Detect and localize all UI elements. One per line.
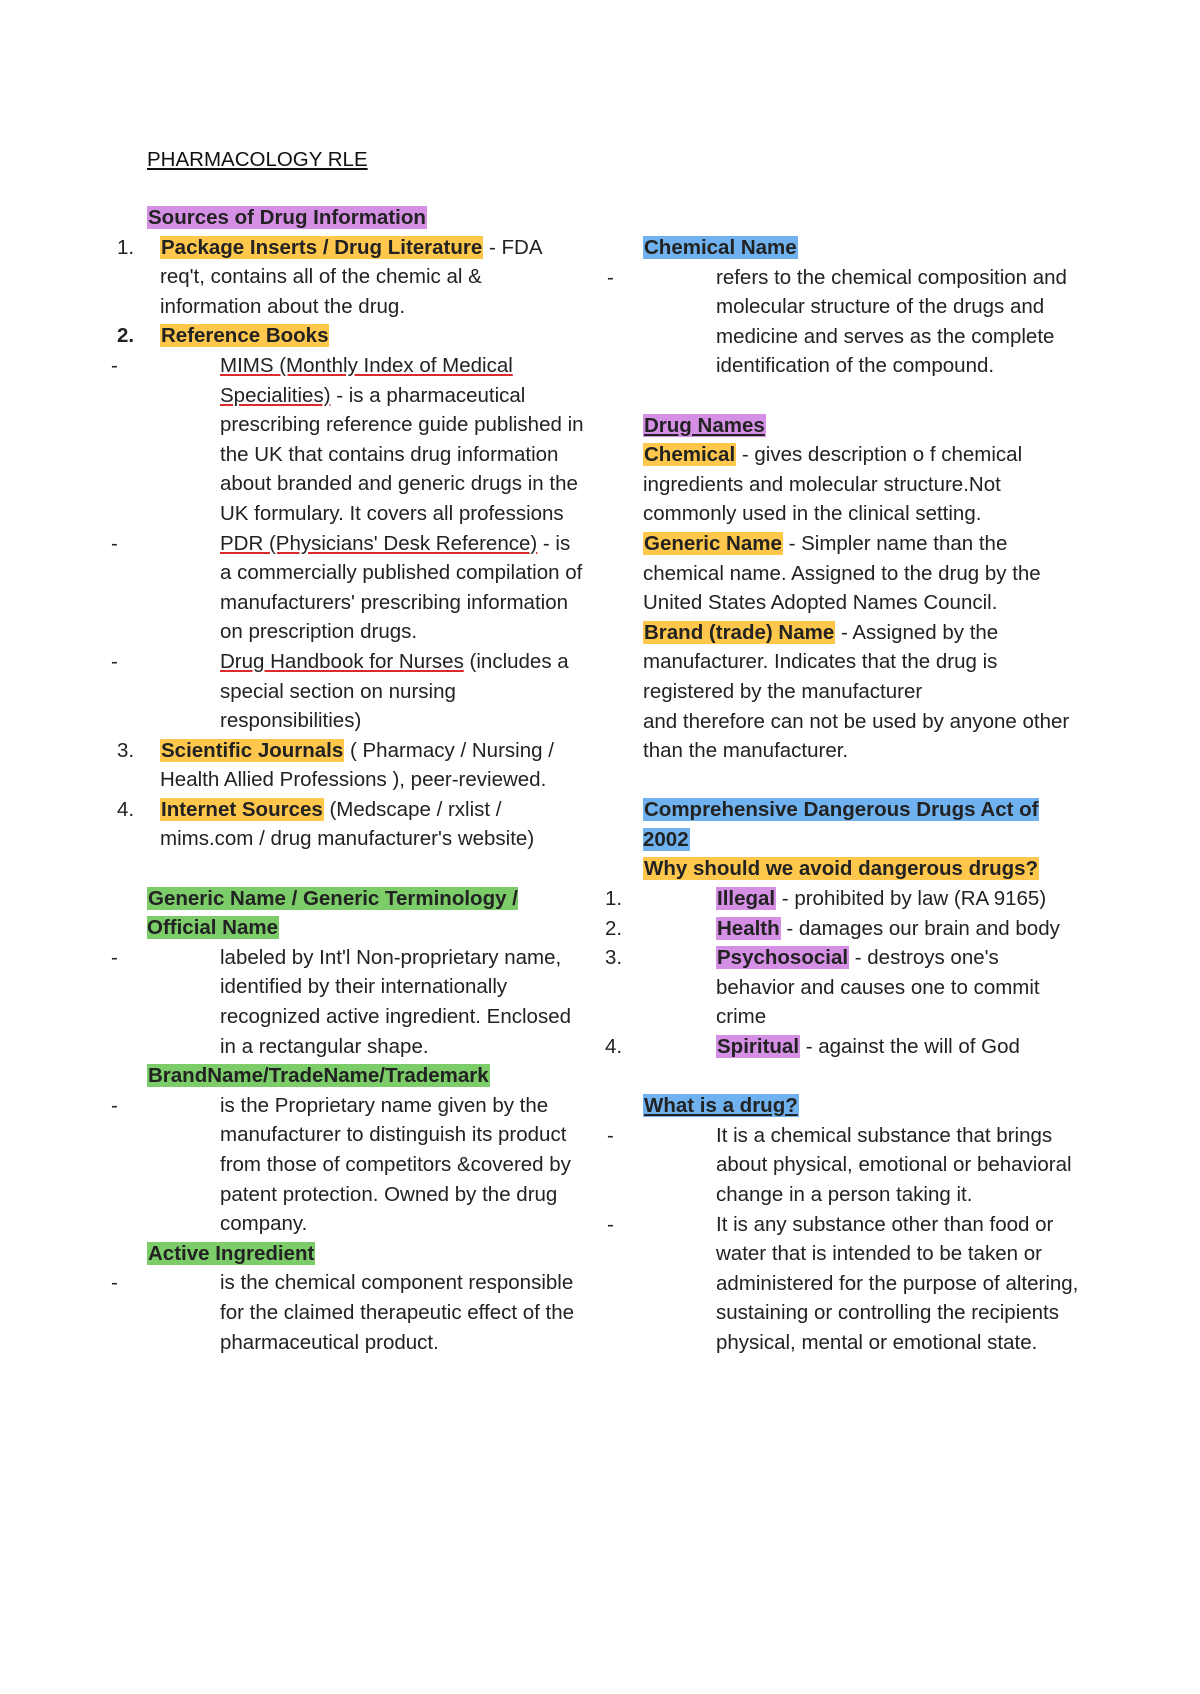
- list-item: 4. Spiritual - against the will of God: [605, 1035, 1020, 1059]
- brand-definition: - is the Proprietary name given by the manufacturer to distinguish its product from those of competitors &covered by patent protection. Owned by the drug company.: [111, 1093, 571, 1236]
- right-column: [605, 233, 1083, 1358]
- generic-entry: Generic Name - Simpler name than the chemical name. Assigned to the drug by the United States Adopted Names Council.: [643, 531, 1041, 615]
- list-item: 2. Health - damages our brain and body: [605, 916, 1060, 940]
- handbook-link: Drug Handbook for Nurses: [220, 649, 464, 673]
- list-item: 1. Illegal - prohibited by law (RA 9165): [605, 887, 1047, 911]
- drug-definition-1: - It is a chemical substance that brings about physical, emotional or behavioral change in a person taking it.: [607, 1123, 1072, 1206]
- chemical-entry: Chemical - gives description o f chemical ingredients and molecular structure.Not commonly used in the clinical setting.: [643, 443, 1023, 526]
- active-definition: - is the chemical component responsible for the claimed therapeutic effect of the pharmaceutical product.: [111, 1271, 575, 1354]
- reference-books-label: Reference Books: [161, 324, 329, 348]
- mims-link: MIMS (Monthly Index of Medical Specialities): [220, 353, 513, 407]
- sub-item-pdr: - PDR (Physicians' Desk Reference) - is a commercially published compilation of manufacturers' prescribing information on prescription drugs.: [111, 531, 583, 644]
- act-heading: Comprehensive Dangerous Drugs Act of 2002: [643, 798, 1039, 851]
- list-item: 2. Reference Books: [117, 324, 329, 348]
- brand-entry-continued: and therefore can not be used by anyone other than the manufacturer.: [643, 709, 1070, 763]
- page-title: PHARMACOLOGY RLE: [147, 148, 368, 171]
- chemical-name-heading: Chemical Name: [644, 236, 797, 259]
- drug-definition-2: - It is any substance other than food or water that is intended to be taken or administered for the purpose of altering, sustaining or controlling the recipients physical, mental or emotional state.: [607, 1212, 1079, 1354]
- sub-item-handbook: - Drug Handbook for Nurses (includes a special section on nursing responsibilities): [111, 649, 569, 733]
- generic-heading: Generic Name / Generic Terminology / Official Name: [147, 886, 518, 940]
- what-is-drug-heading: What is a drug?: [644, 1094, 798, 1118]
- journals-label: Scientific Journals: [161, 738, 344, 762]
- why-heading: Why should we avoid dangerous drugs?: [644, 857, 1039, 881]
- list-item: 3. Psychosocial - destroys one's behavior and causes one to commit crime: [605, 946, 1040, 1029]
- generic-definition: - labeled by Int'l Non-proprietary name, identified by their internationally recognized active ingredient. Enclosed in a rectangular shape.: [111, 945, 571, 1058]
- list-item: 4. Internet Sources (Medscape / rxlist / mims.com / drug manufacturer's website): [117, 797, 535, 851]
- active-heading: Active Ingredient: [148, 1241, 315, 1265]
- chemical-name-definition: - refers to the chemical composition and molecular structure of the drugs and medicine and serves as the complete identification of the compound.: [607, 265, 1067, 378]
- brand-heading: BrandName/TradeName/Trademark: [148, 1064, 489, 1088]
- drug-names-heading: Drug Names: [644, 413, 765, 437]
- sub-item-mims: - MIMS (Monthly Index of Medical Specialities) - is a pharmaceutical prescribing reference guide published in the UK that contains drug information about branded and generic drugs in the UK formulary. It covers all professions: [111, 353, 584, 525]
- sources-heading: Sources of Drug Information: [148, 206, 426, 229]
- list-item: 1. Package Inserts / Drug Literature - FDA req't, contains all of the chemic al & information about the drug.: [117, 235, 542, 318]
- package-inserts-label: Package Inserts / Drug Literature: [161, 235, 483, 259]
- list-item: 3. Scientific Journals ( Pharmacy / Nursing / Health Allied Professions ), peer-reviewed.: [117, 738, 554, 792]
- left-column: [111, 203, 587, 1357]
- pdr-link: PDR (Physicians' Desk Reference): [220, 531, 538, 555]
- brand-entry: Brand (trade) Name - Assigned by the manufacturer. Indicates that the drug is registered by the manufacturer: [643, 620, 999, 703]
- internet-label: Internet Sources: [161, 797, 323, 821]
